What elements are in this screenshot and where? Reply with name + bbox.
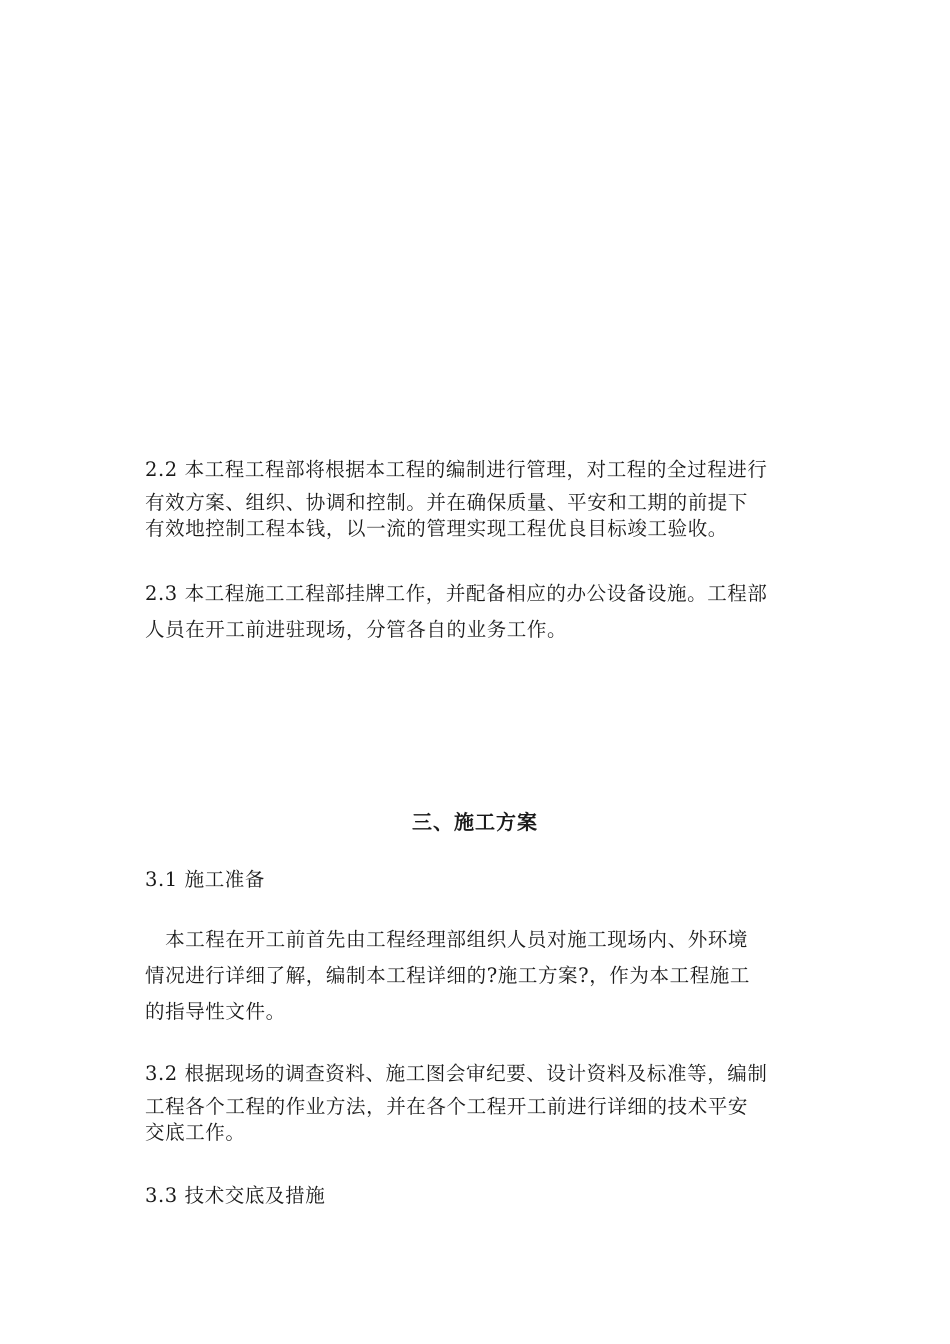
text-line: 人员在开工前进驻现场，分管各自的业务工作。 xyxy=(145,618,568,641)
text-line: 3.2 根据现场的调查资料、施工图会审纪要、设计资料及标准等，编制 xyxy=(145,1062,768,1085)
text-line: 交底工作。 xyxy=(145,1121,246,1144)
text-line: 有效方案、组织、协调和控制。并在确保质量、平安和工期的前提下 xyxy=(145,491,749,514)
subheading-3-1 xyxy=(145,862,810,898)
paragraph-2-3 xyxy=(145,576,810,648)
text-line: 工程各个工程的作业方法，并在各个工程开工前进行详细的技术平安 xyxy=(145,1095,749,1118)
text-line: 2.3 本工程施工工程部挂牌工作，并配备相应的办公设备设施。工程部 xyxy=(145,582,768,605)
subheading-3-3 xyxy=(145,1178,810,1214)
text-line: 的指导性文件。 xyxy=(145,1000,286,1023)
text-line: 本工程在开工前首先由工程经理部组织人员对施工现场内、外环境 xyxy=(145,928,749,951)
section-title: 三、施工方案 xyxy=(412,810,538,834)
text-line: 有效地控制工程本钱，以一流的管理实现工程优良目标竣工验收。 xyxy=(145,517,728,540)
text-line: 3.1 施工准备 xyxy=(145,868,266,891)
paragraph-3-1 xyxy=(145,922,810,1030)
text-line: 情况进行详细了解，编制本工程详细的?施工方案?，作为本工程施工 xyxy=(145,964,751,987)
text-line: 3.3 技术交底及措施 xyxy=(145,1184,326,1207)
paragraph-2-2 xyxy=(145,452,810,542)
paragraph-3-2 xyxy=(145,1056,810,1146)
text-line: 2.2 本工程工程部将根据本工程的编制进行管理，对工程的全过程进行 xyxy=(145,458,768,481)
